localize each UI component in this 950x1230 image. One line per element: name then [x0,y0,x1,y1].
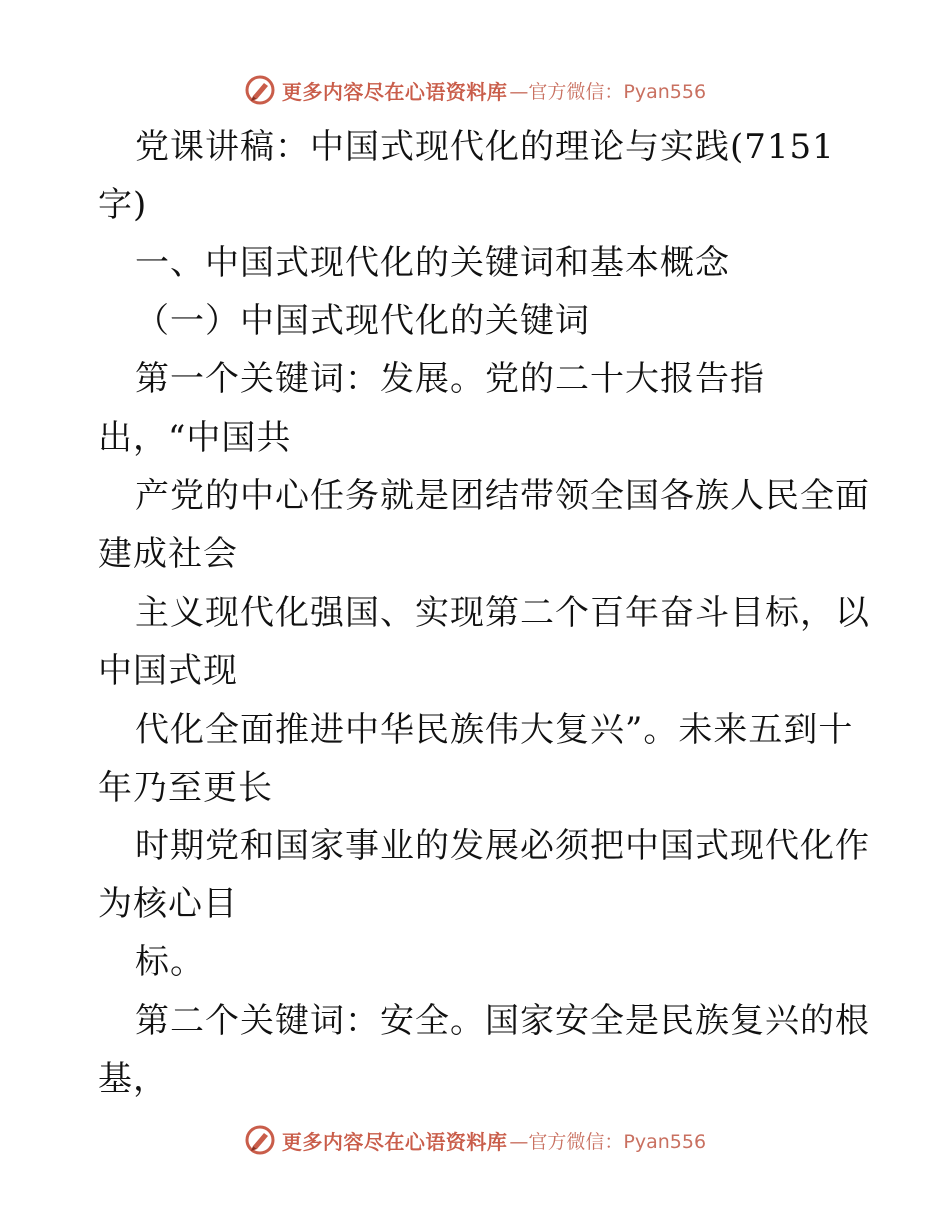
footer-watermark-banner [0,1120,950,1160]
paragraph-line: 基， [98,1059,168,1099]
watermark-wechat-text: —官方微信：Pyan556 [509,1130,707,1153]
section-heading: 一、中国式现代化的关键词和基本概念 [135,243,730,283]
paragraph-line: 出，“中国共 [98,418,292,458]
paragraph-line: 中国式现 [98,651,238,691]
document-title-continuation: 字) [98,185,148,225]
pen-logo-icon [244,1124,276,1156]
watermark-main-text: 更多内容尽在心语资料库 [281,1129,508,1154]
paragraph-line: 第一个关键词：发展。党的二十大报告指 [135,359,765,399]
subsection-heading: （一）中国式现代化的关键词 [135,301,590,341]
paragraph-line: 主义现代化强国、实现第二个百年奋斗目标，以 [135,593,870,633]
paragraph-line: 产党的中心任务就是团结带领全国各族人民全面 [135,476,870,516]
document-title: 党课讲稿：中国式现代化的理论与实践(7151 [135,127,835,167]
paragraph-line: 代化全面推进中华民族伟大复兴”。未来五到十 [135,710,854,750]
paragraph-line: 第二个关键词：安全。国家安全是民族复兴的根 [135,1001,870,1041]
header-watermark-banner [0,70,950,110]
paragraph-line: 标。 [135,942,205,982]
paragraph-line: 为核心目 [98,884,238,924]
paragraph-line: 时期党和国家事业的发展必须把中国式现代化作 [135,826,870,866]
paragraph-line: 年乃至更长 [98,768,273,808]
paragraph-line: 建成社会 [98,534,238,574]
watermark-wechat-text: —官方微信：Pyan556 [509,80,707,103]
pen-logo-icon [244,74,276,106]
watermark-main-text: 更多内容尽在心语资料库 [281,79,508,104]
